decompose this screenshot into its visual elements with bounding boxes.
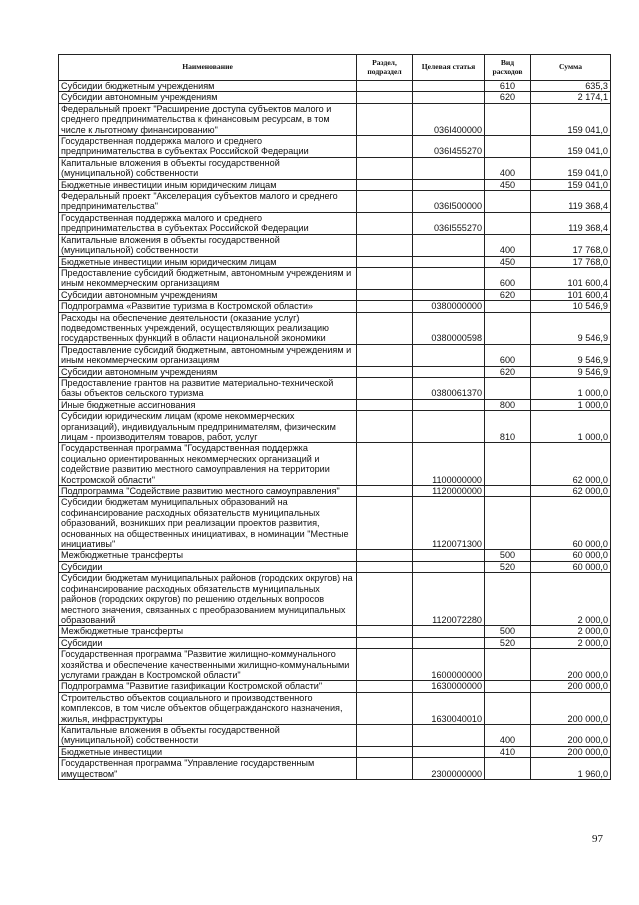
cell-target: [413, 81, 485, 92]
cell-type: 800: [485, 399, 531, 410]
cell-name: Субсидии автономным учреждениям: [59, 366, 357, 377]
cell-name: Субсидии: [59, 561, 357, 572]
cell-name: Капитальные вложения в объекты государственной (муниципальной) собственности: [59, 157, 357, 179]
table-row: [59, 344, 611, 366]
table-row: [59, 157, 611, 179]
cell-name: Федеральный проект "Акселерация субъектов малого и среднего предпринимательства": [59, 191, 357, 213]
table-row: [59, 256, 611, 267]
cell-target: [413, 157, 485, 179]
cell-target: [413, 411, 485, 443]
cell-target: 1630040010: [413, 692, 485, 724]
cell-type: [485, 212, 531, 234]
cell-name: Предоставление субсидий бюджетным, автономным учреждениям и иным некоммерческим организациям: [59, 344, 357, 366]
cell-type: 500: [485, 626, 531, 637]
cell-name: Государственная поддержка малого и среднего предпринимательства в субъектах Российской Федерации: [59, 136, 357, 158]
cell-section: [357, 443, 413, 486]
cell-type: 600: [485, 267, 531, 289]
cell-type: 620: [485, 366, 531, 377]
cell-sum: 1 000,0: [531, 377, 611, 399]
cell-target: [413, 92, 485, 103]
cell-type: 600: [485, 344, 531, 366]
cell-target: 036I555270: [413, 212, 485, 234]
cell-sum: 1 000,0: [531, 399, 611, 410]
cell-type: 810: [485, 411, 531, 443]
table-row: [59, 724, 611, 746]
cell-target: 1100000000: [413, 443, 485, 486]
cell-target: [413, 234, 485, 256]
cell-target: [413, 399, 485, 410]
cell-sum: 2 174,1: [531, 92, 611, 103]
cell-target: [413, 746, 485, 757]
table-row: [59, 234, 611, 256]
cell-name: Капитальные вложения в объекты государственной (муниципальной) собственности: [59, 234, 357, 256]
cell-section: [357, 746, 413, 757]
cell-type: [485, 312, 531, 344]
cell-sum: 635,3: [531, 81, 611, 92]
cell-type: [485, 681, 531, 692]
cell-sum: 101 600,4: [531, 289, 611, 300]
cell-target: 0380061370: [413, 377, 485, 399]
cell-name: Бюджетные инвестиции: [59, 746, 357, 757]
cell-type: [485, 649, 531, 681]
cell-target: [413, 550, 485, 561]
cell-sum: 159 041,0: [531, 136, 611, 158]
header-target: Целевая статья: [413, 55, 485, 81]
cell-name: Межбюджетные трансферты: [59, 626, 357, 637]
cell-section: [357, 103, 413, 135]
cell-sum: 2 000,0: [531, 637, 611, 648]
cell-sum: 200 000,0: [531, 649, 611, 681]
cell-sum: 101 600,4: [531, 267, 611, 289]
cell-target: 2300000000: [413, 758, 485, 780]
cell-name: Подпрограмма "Содействие развитию местного самоуправления": [59, 486, 357, 497]
cell-sum: 10 546,9: [531, 301, 611, 312]
cell-type: 520: [485, 561, 531, 572]
cell-section: [357, 256, 413, 267]
cell-sum: 2 000,0: [531, 573, 611, 626]
table-row: [59, 649, 611, 681]
cell-section: [357, 561, 413, 572]
cell-target: 1630000000: [413, 681, 485, 692]
cell-section: [357, 724, 413, 746]
cell-type: 400: [485, 157, 531, 179]
cell-name: Бюджетные инвестиции иным юридическим лицам: [59, 256, 357, 267]
cell-sum: 9 546,9: [531, 366, 611, 377]
cell-target: 0380000000: [413, 301, 485, 312]
cell-name: Субсидии автономным учреждениям: [59, 92, 357, 103]
cell-section: [357, 179, 413, 190]
cell-type: [485, 191, 531, 213]
cell-name: Субсидии: [59, 637, 357, 648]
cell-section: [357, 758, 413, 780]
cell-sum: 62 000,0: [531, 443, 611, 486]
cell-sum: 159 041,0: [531, 179, 611, 190]
cell-section: [357, 136, 413, 158]
cell-section: [357, 692, 413, 724]
cell-type: [485, 486, 531, 497]
cell-type: 520: [485, 637, 531, 648]
cell-target: [413, 256, 485, 267]
cell-name: Субсидии бюджетам муниципальных районов (городских округов) на софинансирование расходных обязательств муниципальных районов (городских округов) по решению отдельных вопросов местного значения, связанных с преобразованием муниципальных образований: [59, 573, 357, 626]
cell-name: Предоставление грантов на развитие материально-технической базы объектов сельского туризма: [59, 377, 357, 399]
cell-name: Государственная программа "Развитие жилищно-коммунального хозяйства и обеспечение качественными жилищно-коммунальными услугами граждан в Костромской области": [59, 649, 357, 681]
cell-sum: 17 768,0: [531, 256, 611, 267]
cell-sum: 200 000,0: [531, 692, 611, 724]
cell-section: [357, 366, 413, 377]
cell-target: 1600000000: [413, 649, 485, 681]
cell-sum: 62 000,0: [531, 486, 611, 497]
cell-name: Государственная программа "Государственная поддержка социально ориентированных некоммерческих организаций и содействие развитию местного самоуправления на территории Костромской области": [59, 443, 357, 486]
table-row: [59, 212, 611, 234]
header-sum: Сумма: [531, 55, 611, 81]
cell-target: [413, 267, 485, 289]
table-row: [59, 692, 611, 724]
table-row: [59, 399, 611, 410]
table-row: [59, 136, 611, 158]
cell-type: 400: [485, 724, 531, 746]
table-row: [59, 377, 611, 399]
cell-section: [357, 344, 413, 366]
cell-section: [357, 92, 413, 103]
cell-target: 1120072280: [413, 573, 485, 626]
cell-sum: 60 000,0: [531, 550, 611, 561]
cell-type: 620: [485, 289, 531, 300]
cell-sum: 119 368,4: [531, 191, 611, 213]
cell-type: [485, 758, 531, 780]
table-row: [59, 179, 611, 190]
cell-type: [485, 103, 531, 135]
table-row: [59, 486, 611, 497]
cell-type: 400: [485, 234, 531, 256]
cell-section: [357, 267, 413, 289]
table-row: [59, 312, 611, 344]
cell-section: [357, 212, 413, 234]
cell-type: [485, 443, 531, 486]
cell-section: [357, 191, 413, 213]
cell-section: [357, 377, 413, 399]
cell-section: [357, 81, 413, 92]
cell-name: Межбюджетные трансферты: [59, 550, 357, 561]
cell-section: [357, 399, 413, 410]
cell-name: Капитальные вложения в объекты государственной (муниципальной) собственности: [59, 724, 357, 746]
cell-target: [413, 289, 485, 300]
table-row: [59, 626, 611, 637]
table-row: [59, 681, 611, 692]
cell-name: Субсидии бюджетам муниципальных образований на софинансирование расходных обязательств муниципальных образований, возникших при реализации проектов развития, основанных на общественных инициативах, в номинации "Местные инициативы": [59, 497, 357, 550]
cell-name: Подпрограмма «Развитие туризма в Костромской области»: [59, 301, 357, 312]
table-row: [59, 637, 611, 648]
table-header-row: [59, 55, 611, 81]
budget-table: [58, 54, 611, 780]
cell-section: [357, 312, 413, 344]
cell-name: Субсидии автономным учреждениям: [59, 289, 357, 300]
page-number: 97: [592, 833, 603, 845]
cell-type: 450: [485, 179, 531, 190]
cell-name: Федеральный проект "Расширение доступа субъектов малого и среднего предпринимательства к финансовым ресурсам, в том числе к льготному финансированию": [59, 103, 357, 135]
cell-section: [357, 486, 413, 497]
cell-section: [357, 573, 413, 626]
cell-sum: 60 000,0: [531, 497, 611, 550]
cell-section: [357, 234, 413, 256]
cell-sum: 9 546,9: [531, 312, 611, 344]
cell-target: [413, 344, 485, 366]
cell-sum: 60 000,0: [531, 561, 611, 572]
cell-sum: 2 000,0: [531, 626, 611, 637]
table-row: [59, 366, 611, 377]
cell-section: [357, 497, 413, 550]
cell-target: 0380000598: [413, 312, 485, 344]
table-row: [59, 92, 611, 103]
cell-target: 036I455270: [413, 136, 485, 158]
cell-type: 410: [485, 746, 531, 757]
cell-target: 036I400000: [413, 103, 485, 135]
table-body: [59, 81, 611, 780]
table-row: [59, 191, 611, 213]
cell-sum: 159 041,0: [531, 103, 611, 135]
cell-name: Государственная поддержка малого и среднего предпринимательства в субъектах Российской Федерации: [59, 212, 357, 234]
cell-target: [413, 561, 485, 572]
cell-target: 1120071300: [413, 497, 485, 550]
cell-sum: 1 000,0: [531, 411, 611, 443]
cell-sum: 200 000,0: [531, 724, 611, 746]
cell-type: 620: [485, 92, 531, 103]
cell-name: Иные бюджетные ассигнования: [59, 399, 357, 410]
cell-target: [413, 724, 485, 746]
cell-section: [357, 301, 413, 312]
cell-section: [357, 649, 413, 681]
cell-section: [357, 550, 413, 561]
cell-section: [357, 157, 413, 179]
cell-type: [485, 301, 531, 312]
table-row: [59, 81, 611, 92]
header-name: Наименование: [59, 55, 357, 81]
cell-type: [485, 573, 531, 626]
table-row: [59, 573, 611, 626]
header-section: Раздел, подраздел: [357, 55, 413, 81]
table-row: [59, 561, 611, 572]
cell-name: Предоставление субсидий бюджетным, автономным учреждениям и иным некоммерческим организациям: [59, 267, 357, 289]
table-row: [59, 550, 611, 561]
cell-target: [413, 637, 485, 648]
table-row: [59, 301, 611, 312]
cell-section: [357, 411, 413, 443]
cell-type: [485, 497, 531, 550]
cell-sum: 9 546,9: [531, 344, 611, 366]
header-type: Вид расходов: [485, 55, 531, 81]
cell-sum: 200 000,0: [531, 681, 611, 692]
cell-name: Расходы на обеспечение деятельности (оказание услуг) подведомственных учреждений, осуществляющих реализацию государственных функций в области национальной экономики: [59, 312, 357, 344]
table-row: [59, 443, 611, 486]
table-row: [59, 103, 611, 135]
cell-section: [357, 626, 413, 637]
cell-name: Субсидии юридическим лицам (кроме некоммерческих организаций), индивидуальным предпринимателям, физическим лицам - производителям товаров, работ, услуг: [59, 411, 357, 443]
table-row: [59, 411, 611, 443]
cell-sum: 17 768,0: [531, 234, 611, 256]
cell-sum: 200 000,0: [531, 746, 611, 757]
cell-section: [357, 681, 413, 692]
table-row: [59, 758, 611, 780]
cell-target: 1120000000: [413, 486, 485, 497]
cell-type: [485, 692, 531, 724]
table-row: [59, 497, 611, 550]
cell-target: [413, 179, 485, 190]
cell-type: 450: [485, 256, 531, 267]
cell-sum: 1 960,0: [531, 758, 611, 780]
table-row: [59, 746, 611, 757]
cell-name: Субсидии бюджетным учреждениям: [59, 81, 357, 92]
cell-target: [413, 366, 485, 377]
cell-type: [485, 136, 531, 158]
cell-name: Государственная программа "Управление государственным имуществом": [59, 758, 357, 780]
cell-type: 500: [485, 550, 531, 561]
cell-sum: 119 368,4: [531, 212, 611, 234]
cell-target: 036I500000: [413, 191, 485, 213]
cell-sum: 159 041,0: [531, 157, 611, 179]
cell-section: [357, 637, 413, 648]
cell-name: Бюджетные инвестиции иным юридическим лицам: [59, 179, 357, 190]
cell-section: [357, 289, 413, 300]
cell-name: Строительство объектов социального и производственного комплексов, в том числе объектов общегражданского назначения, жилья, инфраструктуры: [59, 692, 357, 724]
table-row: [59, 289, 611, 300]
cell-type: 610: [485, 81, 531, 92]
cell-name: Подпрограмма "Развитие газификации Костромской области": [59, 681, 357, 692]
cell-type: [485, 377, 531, 399]
cell-target: [413, 626, 485, 637]
table-row: [59, 267, 611, 289]
